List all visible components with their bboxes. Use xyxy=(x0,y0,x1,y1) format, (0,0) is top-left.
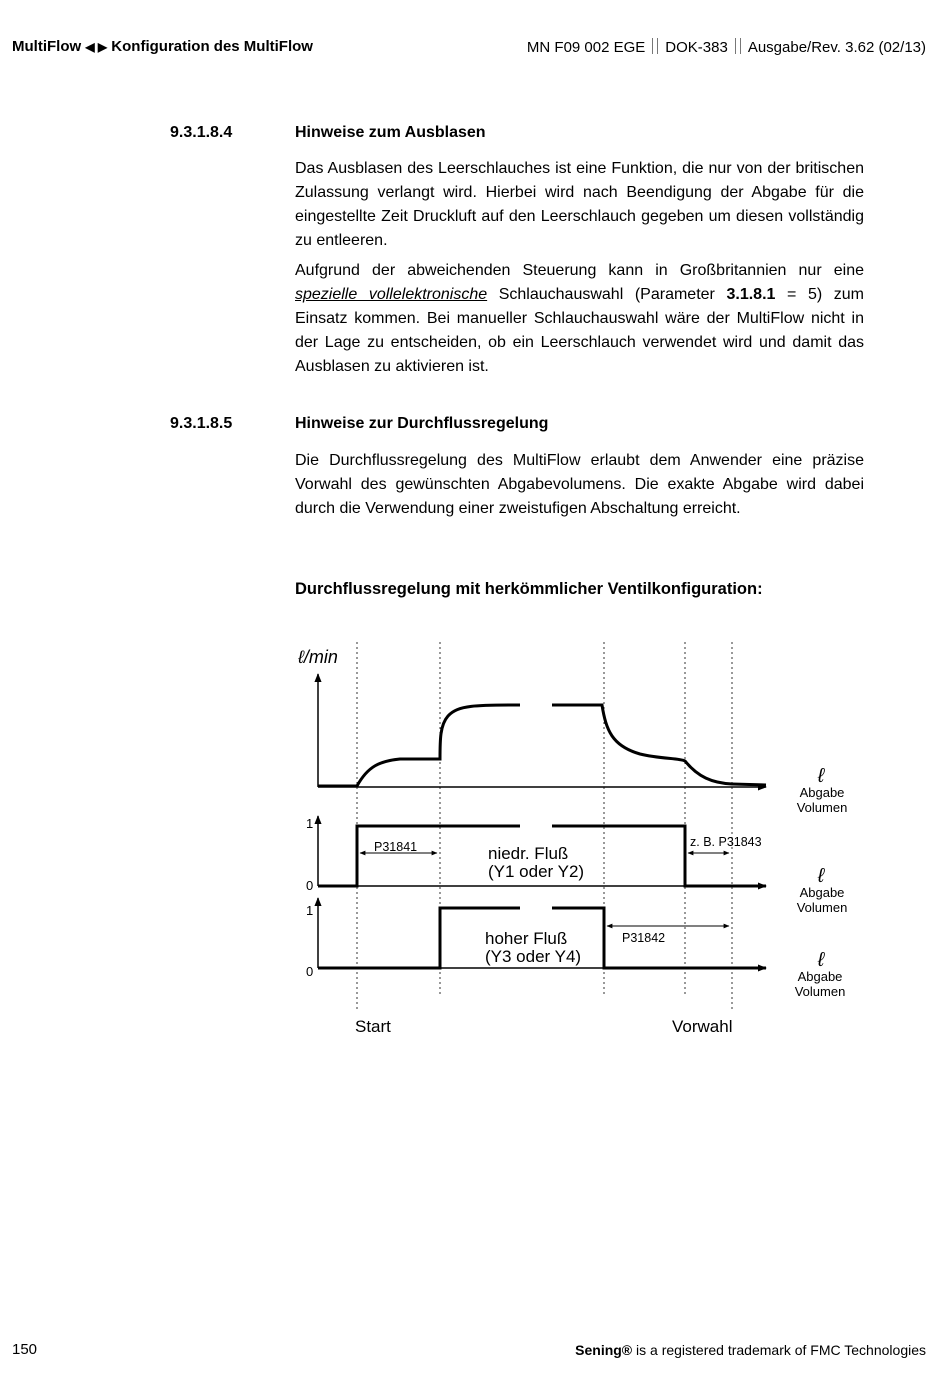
high-flow-label: hoher Fluß xyxy=(485,929,568,948)
liter-symbol: ℓ xyxy=(817,765,825,787)
parameter-label: P31842 xyxy=(622,931,666,945)
paragraph: Das Ausblasen des Leerschlauches ist eine Funktion, die nur von der britischen Zulassung verlangt wird. Hierbei wird nach Beendigung der Abgabe für die eingestellte Zeit Druckluft auf den Leerschlauch gegeben um diesen vollständig zu entleeren. xyxy=(295,160,864,249)
flow-timing-diagram xyxy=(280,630,880,1050)
emphasis-text: spezielle vollelektronische xyxy=(295,286,488,303)
header-revision: Ausgabe/Rev. 3.62 (02/13) xyxy=(747,39,926,56)
parameter-ref: 3.1.8.1 xyxy=(726,286,776,303)
separator-icon xyxy=(652,38,658,54)
x-axis-label: Volumen xyxy=(794,984,846,999)
parameter-label: P31841 xyxy=(374,840,418,854)
page-number: 150 xyxy=(12,1341,38,1358)
nav-arrows-icon: ◀ ▶ xyxy=(85,40,108,54)
low-flow-label: (Y1 oder Y2) xyxy=(488,862,585,881)
tick-label: 1 xyxy=(306,816,314,831)
start-label: Start xyxy=(355,1017,391,1036)
header-doc-ref: DOK-383 xyxy=(665,39,728,56)
flow-rate-curve xyxy=(552,705,766,785)
separator-icon xyxy=(735,38,741,54)
header-product: MultiFlow xyxy=(12,38,82,55)
liter-symbol: ℓ xyxy=(817,949,825,971)
header-title xyxy=(12,38,313,55)
flow-rate-curve xyxy=(318,705,520,786)
flow-rate-graph xyxy=(297,647,847,815)
tick-label: 0 xyxy=(306,878,314,893)
paragraph xyxy=(295,259,864,379)
tick-label: 0 xyxy=(306,964,314,979)
paragraph: Die Durchflussregelung des MultiFlow erlaubt dem Anwender eine präzise Vorwahl des gewünschten Abgabevolumens. Die exakte Abgabe wird dabei durch die Verwendung einer zweistufigen Abschaltung erreicht. xyxy=(295,452,864,517)
section-number: 9.3.1.8.5 xyxy=(170,415,233,432)
header-doc-info xyxy=(527,38,926,56)
diagram-title: Durchflussregelung mit herkömmlicher Ventilkonfiguration: xyxy=(295,580,763,598)
x-axis-label: Abgabe xyxy=(797,969,843,984)
low-flow-label: niedr. Fluß xyxy=(488,844,569,863)
x-axis-label: Volumen xyxy=(796,800,848,815)
trademark-text: is a registered trademark of FMC Technologies xyxy=(632,1342,926,1358)
parameter-label: z. B. P31843 xyxy=(690,835,762,849)
x-axis-label: Volumen xyxy=(796,900,848,915)
header-doc-id: MN F09 002 EGE xyxy=(526,39,646,56)
x-axis-label: Abgabe xyxy=(799,785,845,800)
text-run: = 5) zum Einsatz kommen. Bei manueller Schlauchauswahl wäre der MultiFlow nicht in der Lage zu entscheiden, ob ein Leerschlauch verwendet wird und damit das Ausblasen zu aktivieren ist. xyxy=(295,286,865,375)
brand-name: Sening® xyxy=(575,1342,633,1358)
high-flow-graph xyxy=(306,898,845,999)
liter-symbol: ℓ xyxy=(817,865,825,887)
section-number: 9.3.1.8.4 xyxy=(170,124,233,141)
text-run: Aufgrund der abweichenden Steuerung kann in Großbritannien nur eine xyxy=(295,262,864,279)
preset-label: Vorwahl xyxy=(672,1017,733,1036)
footer-trademark xyxy=(575,1342,926,1358)
y-axis-unit: ℓ/min xyxy=(298,647,338,667)
x-axis-label: Abgabe xyxy=(799,885,845,900)
tick-label: 1 xyxy=(306,903,314,918)
section-title: Hinweise zur Durchflussregelung xyxy=(295,415,549,432)
header-chapter: Konfiguration des MultiFlow xyxy=(111,38,313,55)
section-title: Hinweise zum Ausblasen xyxy=(295,124,486,141)
text-run: Schlauchauswahl (Parameter xyxy=(487,286,727,303)
high-flow-label: (Y3 oder Y4) xyxy=(485,947,582,966)
low-flow-graph xyxy=(306,816,847,915)
